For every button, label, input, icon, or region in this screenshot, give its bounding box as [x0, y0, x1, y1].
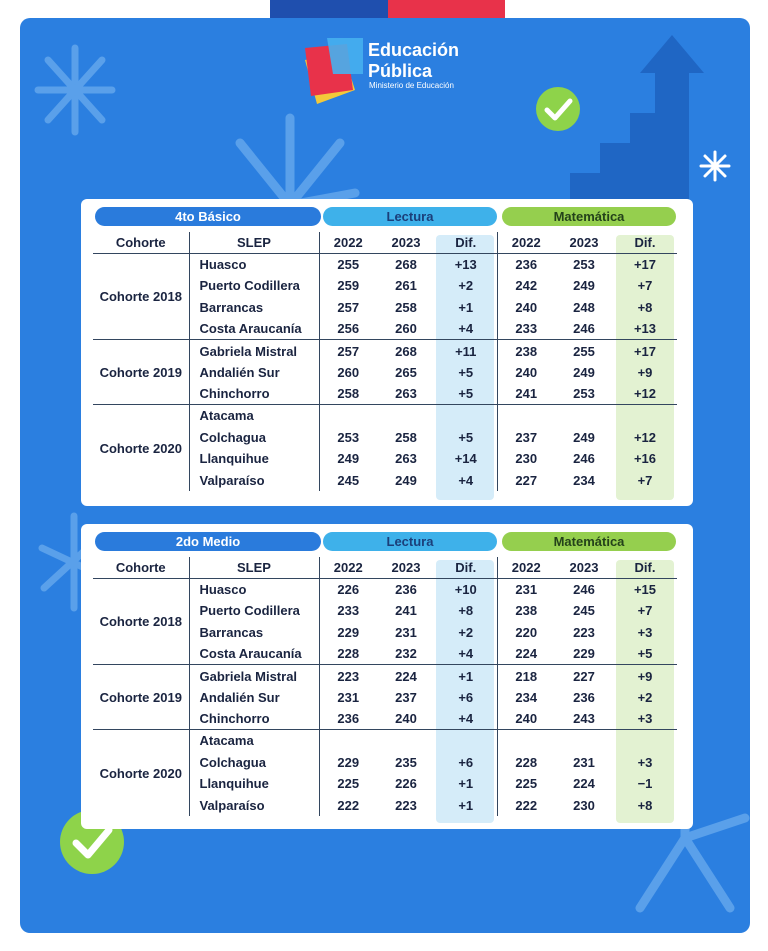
- lectura-2022-value: 256: [319, 318, 377, 340]
- col-header-matematica-dif: Dif.: [613, 232, 677, 254]
- slep-name: Puerto Codillera: [189, 275, 319, 297]
- matematica-2022-value: 241: [497, 383, 555, 405]
- lectura-2022-value: 253: [319, 426, 377, 448]
- matematica-2022-value: [497, 730, 555, 752]
- slep-name: Costa Araucanía: [189, 318, 319, 340]
- matematica-dif-value: +7: [637, 278, 653, 294]
- slep-name: Colchagua: [189, 426, 319, 448]
- matematica-2023-value: 230: [573, 797, 595, 813]
- matematica-2022-value: 218: [497, 665, 555, 687]
- stairs-arrow-icon: [570, 33, 710, 203]
- matematica-2023-value: 246: [573, 451, 595, 467]
- matematica-dif-value: +12: [633, 429, 657, 445]
- matematica-2022-value: 220: [497, 622, 555, 644]
- results-table: [93, 232, 677, 491]
- lectura-2022-value: 259: [319, 275, 377, 297]
- lectura-2023-value: 258: [395, 300, 417, 316]
- matematica-2022-value: 224: [497, 643, 555, 665]
- lectura-dif-value: +1: [458, 668, 474, 684]
- slep-name: Chinchorro: [189, 383, 319, 405]
- matematica-2022-value: 225: [497, 773, 555, 795]
- cohorte-label: Cohorte 2018: [93, 254, 189, 340]
- lectura-dif-value: +6: [458, 689, 474, 705]
- slep-name: Barrancas: [189, 297, 319, 319]
- lectura-2022-value: 223: [319, 665, 377, 687]
- lectura-2023-value: 268: [395, 343, 417, 359]
- lectura-dif-value: +13: [454, 257, 477, 273]
- lectura-2022-value: [319, 730, 377, 752]
- table-row: [93, 254, 677, 276]
- slep-name: Gabriela Mistral: [189, 665, 319, 687]
- cohorte-label: Cohorte 2020: [99, 765, 182, 781]
- matematica-dif-value: +9: [637, 364, 653, 380]
- matematica-dif-value: +12: [613, 383, 677, 405]
- lectura-2023-value: 226: [395, 776, 417, 792]
- col-header-slep: SLEP: [189, 557, 319, 579]
- col-header-slep: SLEP: [189, 232, 319, 254]
- slep-name: Llanquihue: [189, 448, 319, 470]
- matematica-dif-value: +17: [633, 343, 657, 359]
- results-card-4to-basico: [81, 199, 693, 506]
- matematica-2023-value: 249: [573, 278, 595, 294]
- lectura-2023-value: 268: [395, 257, 417, 273]
- matematica-2023-value: 245: [573, 603, 595, 619]
- col-header-lectura-dif: Dif.: [435, 557, 497, 579]
- matematica-2022-value: 234: [497, 687, 555, 709]
- col-header-lectura-2023: 2023: [377, 232, 435, 254]
- slep-name: Costa Araucanía: [189, 643, 319, 665]
- matematica-dif-value: +16: [633, 451, 657, 467]
- lectura-header: Lectura: [323, 532, 497, 551]
- matematica-2023-value: 231: [573, 754, 595, 770]
- lectura-2023-value: 261: [395, 278, 417, 294]
- matematica-2022-value: 228: [497, 751, 555, 773]
- sparkle-icon: [30, 40, 120, 140]
- col-header-lectura-2022: 2022: [319, 232, 377, 254]
- lectura-2023-value: 235: [395, 754, 417, 770]
- matematica-dif-value: +3: [613, 708, 677, 730]
- infographic-panel: [20, 18, 750, 933]
- matematica-2023-value: 246: [555, 318, 613, 340]
- cohorte-label: Cohorte 2019: [93, 340, 189, 405]
- lectura-2023-value: 241: [395, 603, 417, 619]
- cohorte-label: Cohorte 2019: [93, 665, 189, 730]
- check-badge-icon: [535, 86, 581, 132]
- matematica-2022-value: 230: [497, 448, 555, 470]
- lectura-dif-value: +4: [435, 643, 497, 665]
- matematica-2022-value: 240: [497, 708, 555, 730]
- matematica-2022-value: 238: [497, 340, 555, 362]
- matematica-dif-value: +3: [637, 625, 653, 641]
- lectura-dif-value: +11: [455, 343, 477, 359]
- matematica-2022-value: 240: [497, 362, 555, 384]
- lectura-2023-value: 263: [377, 383, 435, 405]
- matematica-dif-value: +5: [613, 643, 677, 665]
- lectura-2022-value: [319, 405, 377, 427]
- matematica-2023-value: 224: [573, 776, 595, 792]
- lectura-2022-value: 249: [319, 448, 377, 470]
- col-header-matematica-2023: 2023: [555, 557, 613, 579]
- lectura-2022-value: 257: [319, 340, 377, 362]
- matematica-2023-value: 223: [573, 625, 595, 641]
- logo-title-line1: Educación: [368, 40, 460, 60]
- lectura-2023-value: 249: [395, 472, 417, 488]
- lectura-2023-value: 265: [395, 364, 417, 380]
- matematica-dif-value: +3: [637, 754, 653, 770]
- col-header-matematica-dif: Dif.: [613, 557, 677, 579]
- matematica-2022-value: 233: [497, 318, 555, 340]
- matematica-header: Matemática: [502, 207, 676, 226]
- slep-name: Chinchorro: [189, 708, 319, 730]
- lectura-dif-value: +4: [458, 472, 474, 488]
- matematica-2023-value: 243: [555, 708, 613, 730]
- matematica-dif-value: −1: [637, 776, 653, 792]
- col-header-matematica-2022: 2022: [497, 232, 555, 254]
- matematica-2023-value: [555, 405, 613, 427]
- table-row: [93, 730, 677, 752]
- logo-title-line2: Pública: [368, 61, 433, 81]
- matematica-dif-value: +9: [637, 668, 653, 684]
- slep-name: Colchagua: [189, 751, 319, 773]
- lectura-2023-value: 240: [377, 708, 435, 730]
- col-header-cohorte: Cohorte: [93, 557, 189, 579]
- matematica-dif-value: +8: [637, 300, 653, 316]
- lectura-dif-value: +5: [458, 364, 474, 380]
- lectura-dif-value: +4: [435, 708, 497, 730]
- lectura-dif-value: +10: [454, 582, 477, 598]
- matematica-dif-value: [613, 405, 677, 427]
- lectura-dif-value: +5: [435, 383, 497, 405]
- slep-name: Valparaíso: [189, 795, 319, 817]
- slep-name: Andalién Sur: [189, 687, 319, 709]
- col-header-lectura-2023: 2023: [377, 557, 435, 579]
- slep-name: Atacama: [189, 405, 319, 427]
- lectura-2023-value: 236: [395, 582, 417, 598]
- col-header-lectura-dif: Dif.: [435, 232, 497, 254]
- lectura-2023-value: 223: [395, 797, 417, 813]
- matematica-dif-value: +15: [633, 582, 657, 598]
- lectura-2023-value: 258: [395, 429, 417, 445]
- table-row: [93, 579, 677, 601]
- lectura-dif-value: +14: [454, 451, 477, 467]
- lectura-2022-value: 258: [319, 383, 377, 405]
- lectura-2022-value: 226: [319, 579, 377, 601]
- lectura-2022-value: 231: [319, 687, 377, 709]
- flag-bar: [270, 0, 505, 18]
- matematica-2022-value: [497, 405, 555, 427]
- slep-name: Andalién Sur: [189, 362, 319, 384]
- slep-name: Huasco: [189, 579, 319, 601]
- matematica-2022-value: 227: [497, 470, 555, 492]
- lectura-dif-value: +1: [458, 300, 474, 316]
- lectura-dif-value: +4: [435, 318, 497, 340]
- col-header-lectura-2022: 2022: [319, 557, 377, 579]
- slep-name: Puerto Codillera: [189, 600, 319, 622]
- matematica-2022-value: 240: [497, 297, 555, 319]
- table-header-row: [93, 557, 677, 579]
- lectura-2022-value: 233: [319, 600, 377, 622]
- matematica-2023-value: 249: [573, 364, 595, 380]
- slep-name: Valparaíso: [189, 470, 319, 492]
- matematica-2023-value: [555, 730, 613, 752]
- matematica-dif-value: [613, 730, 677, 752]
- slep-name: Barrancas: [189, 622, 319, 644]
- level-header: 2do Medio: [95, 532, 321, 551]
- table-header-row: [93, 232, 677, 254]
- lectura-2022-value: 260: [319, 362, 377, 384]
- logo-subtitle: Ministerio de Educación: [369, 81, 454, 90]
- flag-blue-stripe: [270, 0, 388, 18]
- lectura-2023-value: 237: [395, 689, 417, 705]
- results-card-2do-medio: [81, 524, 693, 829]
- slep-name: Gabriela Mistral: [189, 340, 319, 362]
- matematica-2022-value: 222: [497, 795, 555, 817]
- lectura-2022-value: 225: [319, 773, 377, 795]
- lectura-2022-value: 245: [319, 470, 377, 492]
- asterisk-icon: [698, 149, 732, 183]
- lectura-dif-value: +8: [458, 603, 474, 619]
- lectura-2023-value: 260: [377, 318, 435, 340]
- matematica-2023-value: 249: [573, 429, 595, 445]
- matematica-dif-value: +13: [613, 318, 677, 340]
- table-row: [93, 405, 677, 427]
- lectura-dif-value: [435, 405, 497, 427]
- matematica-dif-value: +7: [637, 472, 653, 488]
- lectura-dif-value: +1: [458, 776, 474, 792]
- lectura-2023-value: 224: [395, 668, 417, 684]
- matematica-dif-value: +8: [637, 797, 653, 813]
- col-header-matematica-2023: 2023: [555, 232, 613, 254]
- lectura-2023-value: 263: [395, 451, 417, 467]
- lectura-2023-value: 231: [395, 625, 417, 641]
- lectura-dif-value: [435, 730, 497, 752]
- lectura-2022-value: 229: [319, 622, 377, 644]
- matematica-2023-value: 253: [555, 383, 613, 405]
- matematica-header: Matemática: [502, 532, 676, 551]
- matematica-2023-value: 236: [573, 689, 595, 705]
- sparkle-icon: [220, 113, 360, 208]
- lectura-dif-value: +1: [458, 797, 474, 813]
- matematica-2023-value: 229: [555, 643, 613, 665]
- lectura-2022-value: 236: [319, 708, 377, 730]
- slep-name: Huasco: [189, 254, 319, 276]
- lectura-2022-value: 222: [319, 795, 377, 817]
- matematica-dif-value: +7: [637, 603, 653, 619]
- matematica-2023-value: 253: [573, 257, 595, 273]
- matematica-2022-value: 237: [497, 426, 555, 448]
- matematica-dif-value: +17: [633, 257, 657, 273]
- results-table: [93, 557, 677, 816]
- slep-name: Atacama: [189, 730, 319, 752]
- lectura-dif-value: +2: [458, 278, 474, 294]
- matematica-2023-value: 234: [573, 472, 595, 488]
- table-row: [93, 340, 677, 362]
- lectura-header: Lectura: [323, 207, 497, 226]
- col-header-matematica-2022: 2022: [497, 557, 555, 579]
- lectura-2023-value: [377, 405, 435, 427]
- table-row: [93, 665, 677, 687]
- matematica-2022-value: 238: [497, 600, 555, 622]
- lectura-2022-value: 229: [319, 751, 377, 773]
- matematica-dif-value: +2: [637, 689, 653, 705]
- lectura-2023-value: 232: [377, 643, 435, 665]
- logo-title: [368, 40, 459, 82]
- matematica-2022-value: 242: [497, 275, 555, 297]
- lectura-2022-value: 257: [319, 297, 377, 319]
- lectura-2023-value: [377, 730, 435, 752]
- lectura-2022-value: 228: [319, 643, 377, 665]
- matematica-2023-value: 255: [573, 343, 595, 359]
- lectura-dif-value: +6: [458, 754, 474, 770]
- matematica-2022-value: 236: [497, 254, 555, 276]
- flag-red-stripe: [388, 0, 506, 18]
- col-header-cohorte: Cohorte: [93, 232, 189, 254]
- lectura-dif-value: +5: [458, 429, 474, 445]
- slep-name: Llanquihue: [189, 773, 319, 795]
- cohorte-label: Cohorte 2018: [93, 579, 189, 665]
- lectura-dif-value: +2: [458, 625, 474, 641]
- lectura-2022-value: 255: [319, 254, 377, 276]
- matematica-2023-value: 246: [573, 582, 595, 598]
- matematica-2023-value: 227: [573, 668, 595, 684]
- matematica-2022-value: 231: [497, 579, 555, 601]
- level-header: 4to Básico: [95, 207, 321, 226]
- matematica-2023-value: 248: [573, 300, 595, 316]
- cohorte-label: Cohorte 2020: [99, 440, 182, 456]
